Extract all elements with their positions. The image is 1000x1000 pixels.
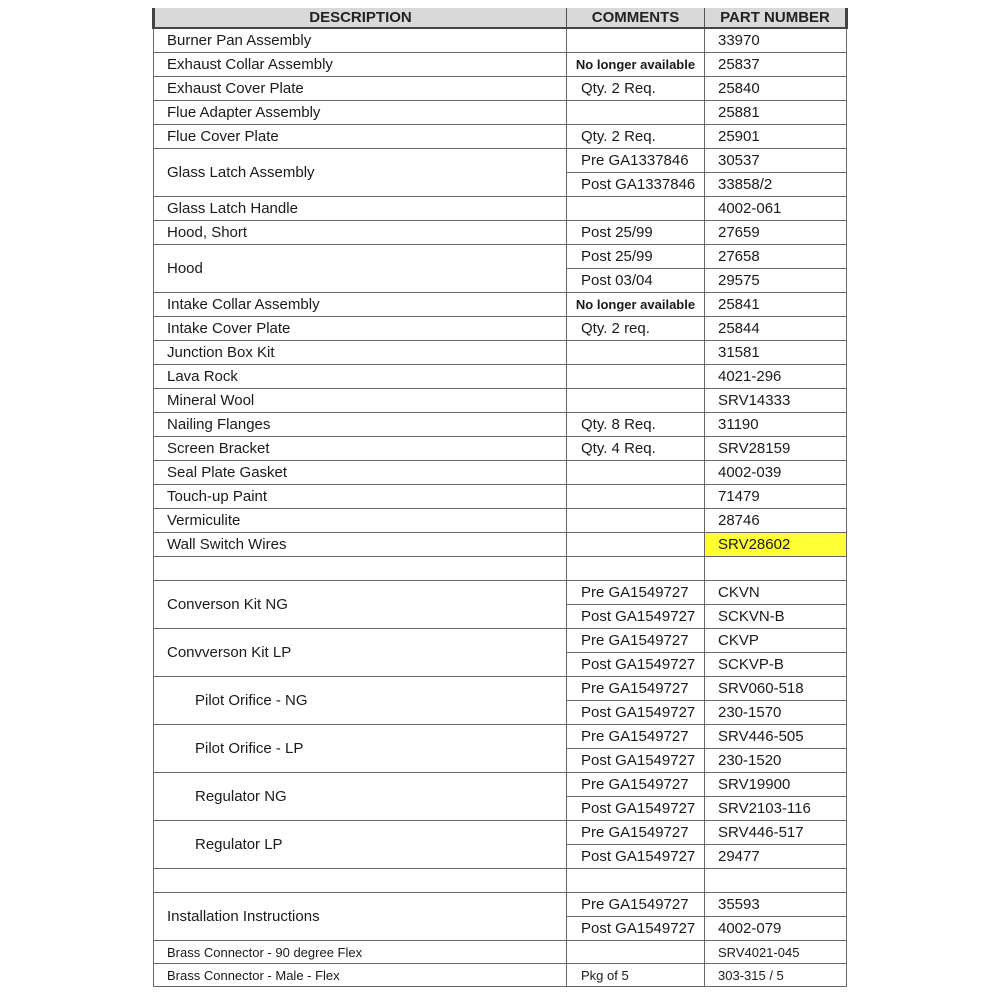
part-number-cell: 25837 bbox=[705, 53, 847, 77]
comment-cell bbox=[567, 341, 705, 365]
comment-cell: Pre GA1549727 bbox=[567, 629, 705, 653]
description-cell: Hood, Short bbox=[154, 221, 567, 245]
empty-cell bbox=[567, 869, 705, 893]
parts-table bbox=[152, 8, 848, 987]
spacer-row bbox=[154, 557, 847, 581]
description-cell: Glass Latch Handle bbox=[154, 197, 567, 221]
comment-cell: Pre GA1549727 bbox=[567, 773, 705, 797]
part-number-cell: 4002-039 bbox=[705, 461, 847, 485]
header-comments: COMMENTS bbox=[567, 8, 705, 28]
description-cell: Vermiculite bbox=[154, 509, 567, 533]
part-number-cell: CKVP bbox=[705, 629, 847, 653]
description-cell: Hood bbox=[154, 245, 567, 293]
part-number-cell: 25840 bbox=[705, 77, 847, 101]
comment-cell bbox=[567, 101, 705, 125]
table-row bbox=[154, 581, 847, 605]
table-row bbox=[154, 821, 847, 845]
part-number-cell: SRV446-505 bbox=[705, 725, 847, 749]
part-number-cell: SCKVP-B bbox=[705, 653, 847, 677]
comment-cell: Post GA1549727 bbox=[567, 917, 705, 941]
comment-cell bbox=[567, 28, 705, 53]
part-number-cell: SRV4021-045 bbox=[705, 941, 847, 964]
table-row bbox=[154, 533, 847, 557]
comment-cell: Qty. 4 Req. bbox=[567, 437, 705, 461]
description-cell: Flue Adapter Assembly bbox=[154, 101, 567, 125]
part-number-cell: 27659 bbox=[705, 221, 847, 245]
comment-cell bbox=[567, 941, 705, 964]
part-number-cell: 4002-061 bbox=[705, 197, 847, 221]
comment-cell: Pre GA1549727 bbox=[567, 677, 705, 701]
description-cell: Regulator NG bbox=[154, 773, 567, 821]
description-cell: Junction Box Kit bbox=[154, 341, 567, 365]
description-cell: Convverson Kit LP bbox=[154, 629, 567, 677]
empty-cell bbox=[705, 557, 847, 581]
table-row bbox=[154, 125, 847, 149]
comment-cell bbox=[567, 485, 705, 509]
comment-cell: Post GA1549727 bbox=[567, 845, 705, 869]
part-number-cell: 71479 bbox=[705, 485, 847, 509]
part-number-cell: CKVN bbox=[705, 581, 847, 605]
part-number-cell: SRV14333 bbox=[705, 389, 847, 413]
description-cell: Wall Switch Wires bbox=[154, 533, 567, 557]
table-row bbox=[154, 964, 847, 987]
part-number-cell: SCKVN-B bbox=[705, 605, 847, 629]
description-cell: Brass Connector - 90 degree Flex bbox=[154, 941, 567, 964]
part-number-cell: 230-1570 bbox=[705, 701, 847, 725]
comment-cell: No longer available bbox=[567, 53, 705, 77]
comment-cell: Post GA1549727 bbox=[567, 749, 705, 773]
comment-cell: Pre GA1549727 bbox=[567, 821, 705, 845]
comment-cell: Post GA1549727 bbox=[567, 605, 705, 629]
part-number-cell: 29575 bbox=[705, 269, 847, 293]
table-row bbox=[154, 725, 847, 749]
description-cell: Seal Plate Gasket bbox=[154, 461, 567, 485]
table-row bbox=[154, 773, 847, 797]
description-cell: Glass Latch Assembly bbox=[154, 149, 567, 197]
comment-cell bbox=[567, 509, 705, 533]
description-cell: Intake Cover Plate bbox=[154, 317, 567, 341]
comment-cell: Qty. 2 Req. bbox=[567, 125, 705, 149]
part-number-cell: SRV446-517 bbox=[705, 821, 847, 845]
comment-cell: Pkg of 5 bbox=[567, 964, 705, 987]
description-cell: Exhaust Cover Plate bbox=[154, 77, 567, 101]
part-number-cell: 25844 bbox=[705, 317, 847, 341]
table-row bbox=[154, 509, 847, 533]
part-number-cell: 33970 bbox=[705, 28, 847, 53]
part-number-cell: 4002-079 bbox=[705, 917, 847, 941]
description-cell: Pilot Orifice - LP bbox=[154, 725, 567, 773]
empty-cell bbox=[154, 869, 567, 893]
description-cell: Mineral Wool bbox=[154, 389, 567, 413]
table-row bbox=[154, 677, 847, 701]
table-row bbox=[154, 293, 847, 317]
part-number-cell: 31581 bbox=[705, 341, 847, 365]
table-row bbox=[154, 197, 847, 221]
part-number-cell: SRV19900 bbox=[705, 773, 847, 797]
comment-cell: Post 25/99 bbox=[567, 245, 705, 269]
spacer-row bbox=[154, 869, 847, 893]
comment-cell: Post GA1549727 bbox=[567, 653, 705, 677]
part-number-cell: 230-1520 bbox=[705, 749, 847, 773]
description-cell: Lava Rock bbox=[154, 365, 567, 389]
part-number-cell: SRV28159 bbox=[705, 437, 847, 461]
table-body bbox=[154, 28, 847, 987]
table-row bbox=[154, 53, 847, 77]
description-cell: Installation Instructions bbox=[154, 893, 567, 941]
comment-cell: Pre GA1549727 bbox=[567, 893, 705, 917]
part-number-cell: 33858/2 bbox=[705, 173, 847, 197]
part-number-cell: 25881 bbox=[705, 101, 847, 125]
comment-cell: Post GA1549727 bbox=[567, 797, 705, 821]
table-row bbox=[154, 77, 847, 101]
table-row bbox=[154, 485, 847, 509]
part-number-cell: 35593 bbox=[705, 893, 847, 917]
comment-cell: Qty. 2 req. bbox=[567, 317, 705, 341]
comment-cell bbox=[567, 533, 705, 557]
table-row bbox=[154, 317, 847, 341]
table-row bbox=[154, 941, 847, 964]
description-cell: Burner Pan Assembly bbox=[154, 28, 567, 53]
comment-cell bbox=[567, 197, 705, 221]
header-row bbox=[154, 8, 847, 28]
table-row bbox=[154, 893, 847, 917]
part-number-cell: 30537 bbox=[705, 149, 847, 173]
description-cell: Intake Collar Assembly bbox=[154, 293, 567, 317]
comment-cell: Pre GA1337846 bbox=[567, 149, 705, 173]
table-row bbox=[154, 101, 847, 125]
comment-cell: Qty. 8 Req. bbox=[567, 413, 705, 437]
header-part-number: PART NUMBER bbox=[705, 8, 847, 28]
table-row bbox=[154, 437, 847, 461]
part-number-cell: 25901 bbox=[705, 125, 847, 149]
part-number-cell: 28746 bbox=[705, 509, 847, 533]
part-number-cell: 25841 bbox=[705, 293, 847, 317]
table-row bbox=[154, 28, 847, 53]
comment-cell: Post 25/99 bbox=[567, 221, 705, 245]
empty-cell bbox=[154, 557, 567, 581]
description-cell: Flue Cover Plate bbox=[154, 125, 567, 149]
description-cell: Screen Bracket bbox=[154, 437, 567, 461]
comment-cell bbox=[567, 389, 705, 413]
table-row bbox=[154, 629, 847, 653]
table-row bbox=[154, 221, 847, 245]
part-number-cell: 29477 bbox=[705, 845, 847, 869]
part-number-cell: 4021-296 bbox=[705, 365, 847, 389]
comment-cell: Qty. 2 Req. bbox=[567, 77, 705, 101]
part-number-cell: SRV2103-116 bbox=[705, 797, 847, 821]
comment-cell bbox=[567, 461, 705, 485]
table-row bbox=[154, 389, 847, 413]
header-description: DESCRIPTION bbox=[154, 8, 567, 28]
description-cell: Exhaust Collar Assembly bbox=[154, 53, 567, 77]
comment-cell: Post GA1549727 bbox=[567, 701, 705, 725]
table-row bbox=[154, 461, 847, 485]
table-row bbox=[154, 413, 847, 437]
description-cell: Converson Kit NG bbox=[154, 581, 567, 629]
table-row bbox=[154, 245, 847, 269]
description-cell: Regulator LP bbox=[154, 821, 567, 869]
description-cell: Touch-up Paint bbox=[154, 485, 567, 509]
description-cell: Brass Connector - Male - Flex bbox=[154, 964, 567, 987]
table-row bbox=[154, 341, 847, 365]
comment-cell bbox=[567, 365, 705, 389]
comment-cell: Pre GA1549727 bbox=[567, 581, 705, 605]
part-number-cell: 31190 bbox=[705, 413, 847, 437]
empty-cell bbox=[567, 557, 705, 581]
table-row bbox=[154, 365, 847, 389]
part-number-cell: 303-315 / 5 bbox=[705, 964, 847, 987]
description-cell: Nailing Flanges bbox=[154, 413, 567, 437]
part-number-cell: 27658 bbox=[705, 245, 847, 269]
comment-cell: Post 03/04 bbox=[567, 269, 705, 293]
table-row bbox=[154, 149, 847, 173]
comment-cell: Pre GA1549727 bbox=[567, 725, 705, 749]
empty-cell bbox=[705, 869, 847, 893]
part-number-cell: SRV060-518 bbox=[705, 677, 847, 701]
comment-cell: No longer available bbox=[567, 293, 705, 317]
part-number-cell: SRV28602 bbox=[705, 533, 847, 557]
comment-cell: Post GA1337846 bbox=[567, 173, 705, 197]
description-cell: Pilot Orifice - NG bbox=[154, 677, 567, 725]
